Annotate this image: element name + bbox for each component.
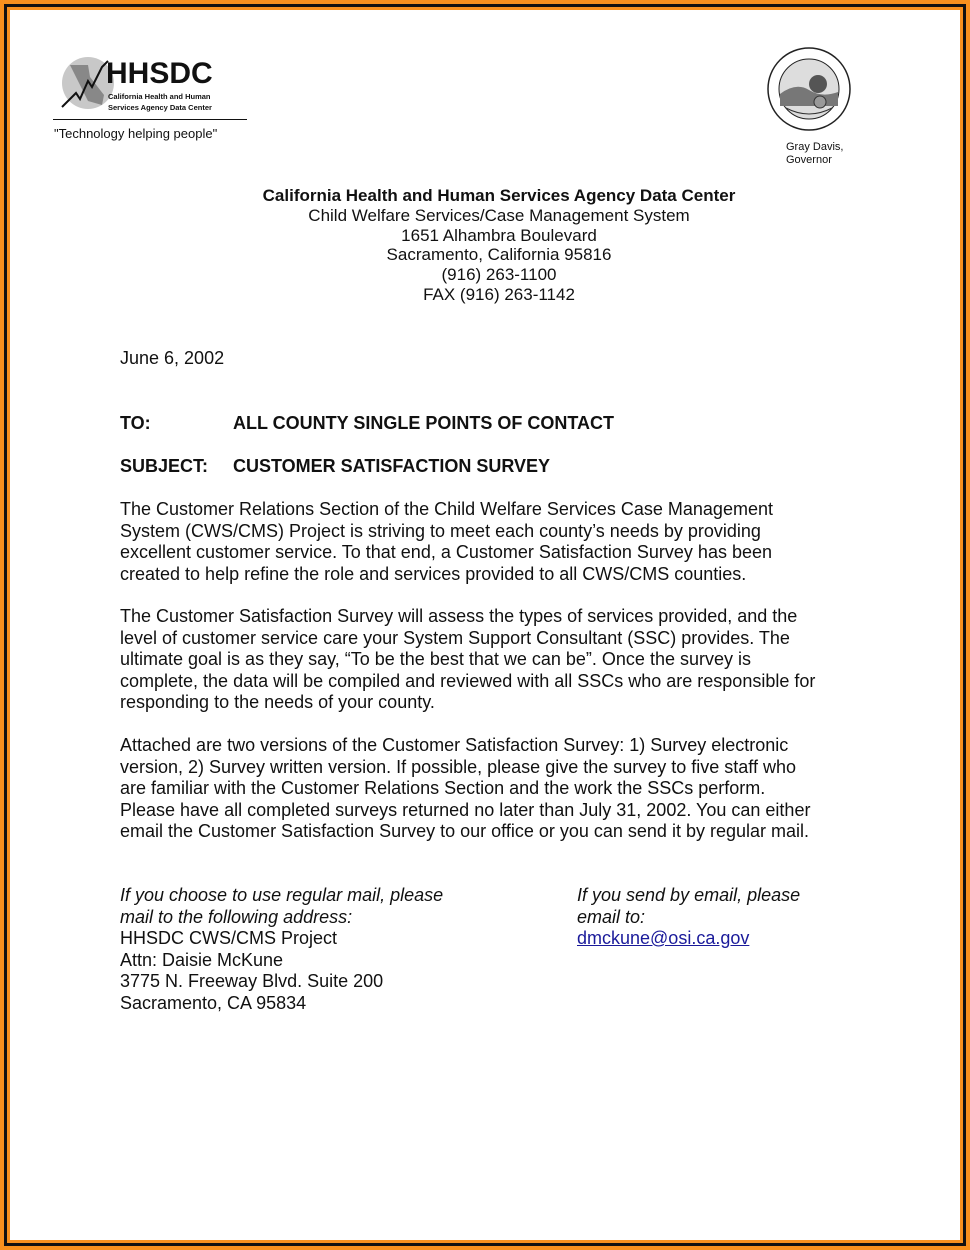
text-line: level of customer service care your System Support Consultant (SSC) provides. The: [120, 627, 790, 648]
governor-name: Gray Davis,: [786, 141, 844, 153]
text-line: version, 2) Survey written version. If possible, please give the survey to five staff who: [120, 756, 796, 777]
text-line: email the Customer Satisfaction Survey to our office or you can send it by regular mail.: [120, 821, 809, 841]
text-line: System (CWS/CMS) Project is striving to meet each county’s needs by providing: [120, 520, 761, 541]
subject-label: SUBJECT:: [120, 456, 209, 476]
text-line: Please have all completed surveys returned no later than July 31, 2002. You can either: [120, 799, 811, 820]
paragraph-2: [120, 606, 815, 714]
text-line: created to help refine the role and services provided to all CWS/CMS counties.: [120, 563, 747, 584]
svg-text:HHSDC: HHSDC: [106, 57, 213, 90]
subject-value: CUSTOMER SATISFACTION SURVEY: [233, 456, 551, 476]
mail-address-line: 3775 N. Freeway Blvd. Suite 200: [120, 971, 384, 991]
letterhead-line: Child Welfare Services/Case Management System: [308, 205, 690, 225]
letterhead: [0, 186, 970, 305]
text-line: Attached are two versions of the Customer Satisfaction Survey: 1) Survey electronic: [120, 735, 789, 755]
to-label: TO:: [120, 413, 151, 433]
text-line: The Customer Satisfaction Survey will assess the types of services provided, and the: [120, 606, 798, 626]
email-intro: If you send by email, please: [577, 885, 801, 905]
email-instructions: [577, 885, 800, 950]
governor-info: [786, 141, 843, 167]
california-seal-icon: [766, 46, 852, 132]
logo-divider: [53, 119, 247, 120]
letterhead-line: FAX (916) 263-1142: [423, 284, 575, 304]
text-line: responding to the needs of your county.: [120, 692, 435, 712]
letterhead-line: Sacramento, California 95816: [386, 245, 612, 265]
text-line: excellent customer service. To that end, a Customer Satisfaction Survey has been: [120, 542, 772, 562]
svg-text:Services Agency Data Center: Services Agency Data Center: [108, 103, 212, 112]
svg-text:California Health and Human: California Health and Human: [108, 92, 211, 101]
mail-address-line: Sacramento, CA 95834: [120, 992, 307, 1013]
letter-date: June 6, 2002: [120, 348, 225, 368]
text-line: ultimate goal is as they say, “To be the best that we can be”. Once the survey is: [120, 649, 751, 669]
to-value: ALL COUNTY SINGLE POINTS OF CONTACT: [233, 413, 615, 433]
paragraph-3: [120, 735, 810, 843]
paragraph-1: [120, 499, 773, 585]
governor-title: Governor: [786, 154, 832, 166]
email-link[interactable]: dmckune@osi.ca.gov: [577, 928, 750, 948]
text-line: complete, the data will be compiled and reviewed with all SSCs who are responsible for: [120, 670, 816, 691]
mail-address-line: HHSDC CWS/CMS Project: [120, 928, 338, 948]
letterhead-title: California Health and Human Services Agency Data Center: [262, 186, 736, 205]
mail-instructions: [120, 885, 443, 1014]
mail-address-line: Attn: Daisie McKune: [120, 949, 284, 970]
hhsdc-logo: [58, 55, 238, 115]
mail-intro: If you choose to use regular mail, please: [120, 885, 444, 905]
tagline: "Technology helping people": [54, 126, 218, 141]
letterhead-line: 1651 Alhambra Boulevard: [401, 225, 597, 245]
email-intro: email to:: [577, 906, 646, 927]
text-line: The Customer Relations Section of the Child Welfare Services Case Management: [120, 499, 773, 519]
text-line: are familiar with the Customer Relations Section and the work the SSCs perform.: [120, 778, 766, 798]
mail-intro: mail to the following address:: [120, 906, 353, 927]
letterhead-line: (916) 263-1100: [441, 265, 557, 285]
